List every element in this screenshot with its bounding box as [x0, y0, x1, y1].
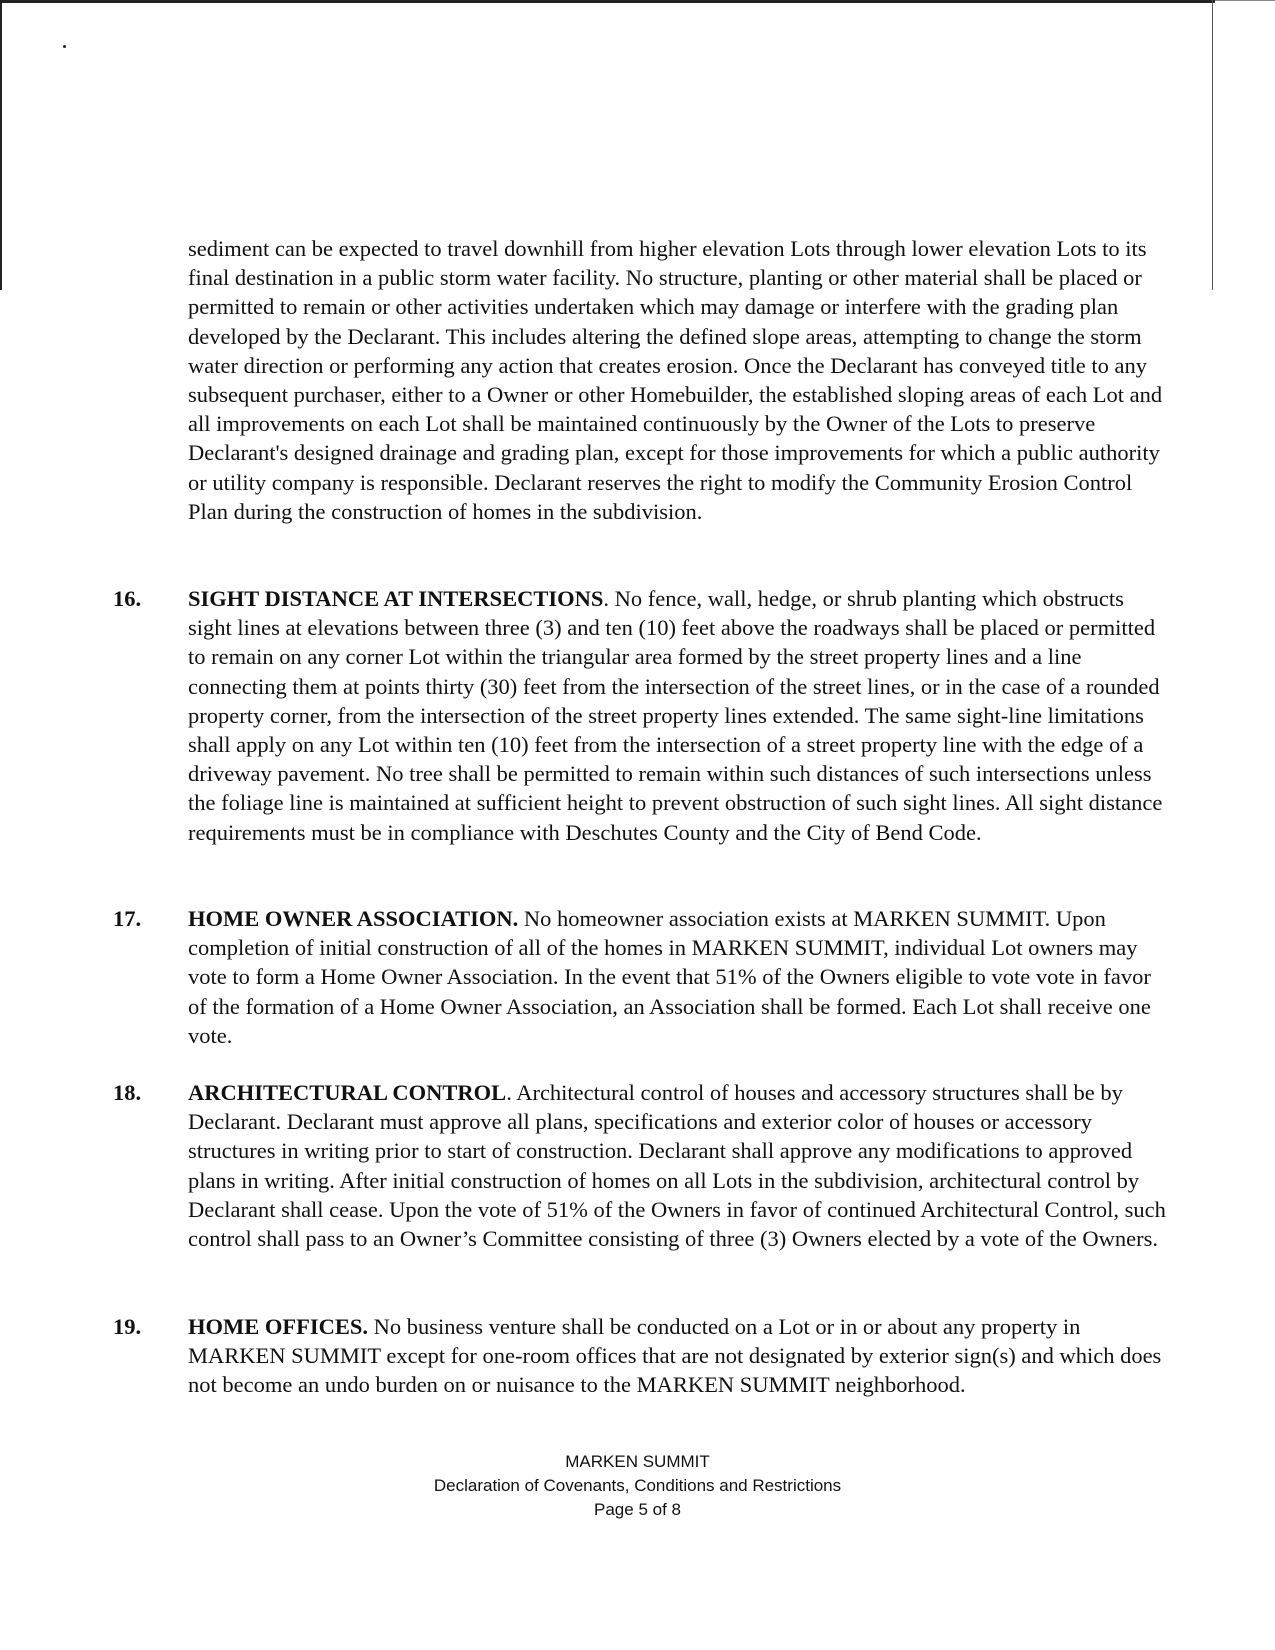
scan-border-left	[0, 0, 2, 290]
footer-page-number: Page 5 of 8	[594, 1500, 681, 1519]
scan-border-top-faint	[1215, 0, 1275, 1]
section-number: 19.	[113, 1314, 142, 1339]
section-number: 17.	[113, 906, 142, 931]
section-number: 16.	[113, 586, 142, 611]
section-number: 18.	[113, 1080, 142, 1105]
section-heading: SIGHT DISTANCE AT INTERSECTIONS	[188, 586, 604, 611]
section-body	[188, 904, 1168, 1050]
section-body	[188, 584, 1168, 847]
page-footer	[0, 1450, 1275, 1522]
section-body	[188, 1078, 1168, 1253]
section-body	[188, 1312, 1168, 1400]
section-text: No homeowner association exists at MARKEN SUMMIT. Upon completion of initial construction of all of the homes in MARKEN SUMMIT, individual Lot owners may vote to form a Home Owner Association. In the event that 51% of the Owners eligible to vote vote in favor of the formation of a Home Owner Association, an Association shall be formed. Each Lot shall receive one vote.	[188, 906, 1151, 1048]
section-text: . No fence, wall, hedge, or shrub planting which obstructs sight lines at elevations between three (3) and ten (10) feet above the roadways shall be placed or permitted to remain on any corner Lot within the triangular area formed by the street property lines and a line connecting them at points thirty (30) feet from the intersection of the street lines, or in the case of a rounded property corner, from the intersection of the street property lines extended. The same sight-line limitations shall apply on any Lot within ten (10) feet from the intersection of a street property line with the edge of a driveway pavement. No tree shall be permitted to remain within such distances of such intersections unless the foliage line is maintained at sufficient height to prevent obstruction of such sight lines. All sight distance requirements must be in compliance with Deschutes County and the City of Bend Code.	[188, 586, 1163, 845]
section-text: . Architectural control of houses and accessory structures shall be by Declarant. Declarant must approve all plans, specifications and exterior color of houses or accessory structures in writing prior to start of construction. Declarant shall approve any modifications to approved plans in writing. After initial construction of homes on all Lots in the subdivision, architectural control by Declarant shall cease. Upon the vote of 51% of the Owners in favor of continued Architectural Control, such control shall pass to an Owner’s Committee consisting of three (3) Owners elected by a vote of the Owners.	[188, 1080, 1166, 1252]
section-heading: HOME OWNER ASSOCIATION.	[188, 906, 519, 931]
section-heading: HOME OFFICES.	[188, 1314, 369, 1339]
footer-subtitle: Declaration of Covenants, Conditions and Restrictions	[433, 1476, 842, 1495]
scan-speck	[63, 45, 66, 48]
scan-border-right	[1212, 0, 1213, 290]
section-text: No business venture shall be conducted on a Lot or in or about any property in MARKEN SUMMIT except for one-room offices that are not designated by exterior sign(s) and which does not become an undo burden on or nuisance to the MARKEN SUMMIT neighborhood.	[188, 1314, 1162, 1398]
scan-border-top	[0, 0, 1215, 3]
section-heading: ARCHITECTURAL CONTROL	[188, 1080, 507, 1105]
intro-paragraph: sediment can be expected to travel downhill from higher elevation Lots through lower elevation Lots to its final destination in a public storm water facility. No structure, planting or other material shall be placed or permitted to remain or other activities undertaken which may damage or interfere with the grading plan developed by the Declarant. This includes altering the defined slope areas, attempting to change the storm water direction or performing any action that creates erosion. Once the Declarant has conveyed title to any subsequent purchaser, either to a Owner or other Homebuilder, the established sloping areas of each Lot and all improvements on each Lot shall be maintained continuously by the Owner of the Lots to preserve Declarant's designed drainage and grading plan, except for those improvements for which a public authority or utility company is responsible. Declarant reserves the right to modify the Community Erosion Control Plan during the construction of homes in the subdivision.	[188, 236, 1163, 524]
footer-title: MARKEN SUMMIT	[565, 1452, 710, 1471]
